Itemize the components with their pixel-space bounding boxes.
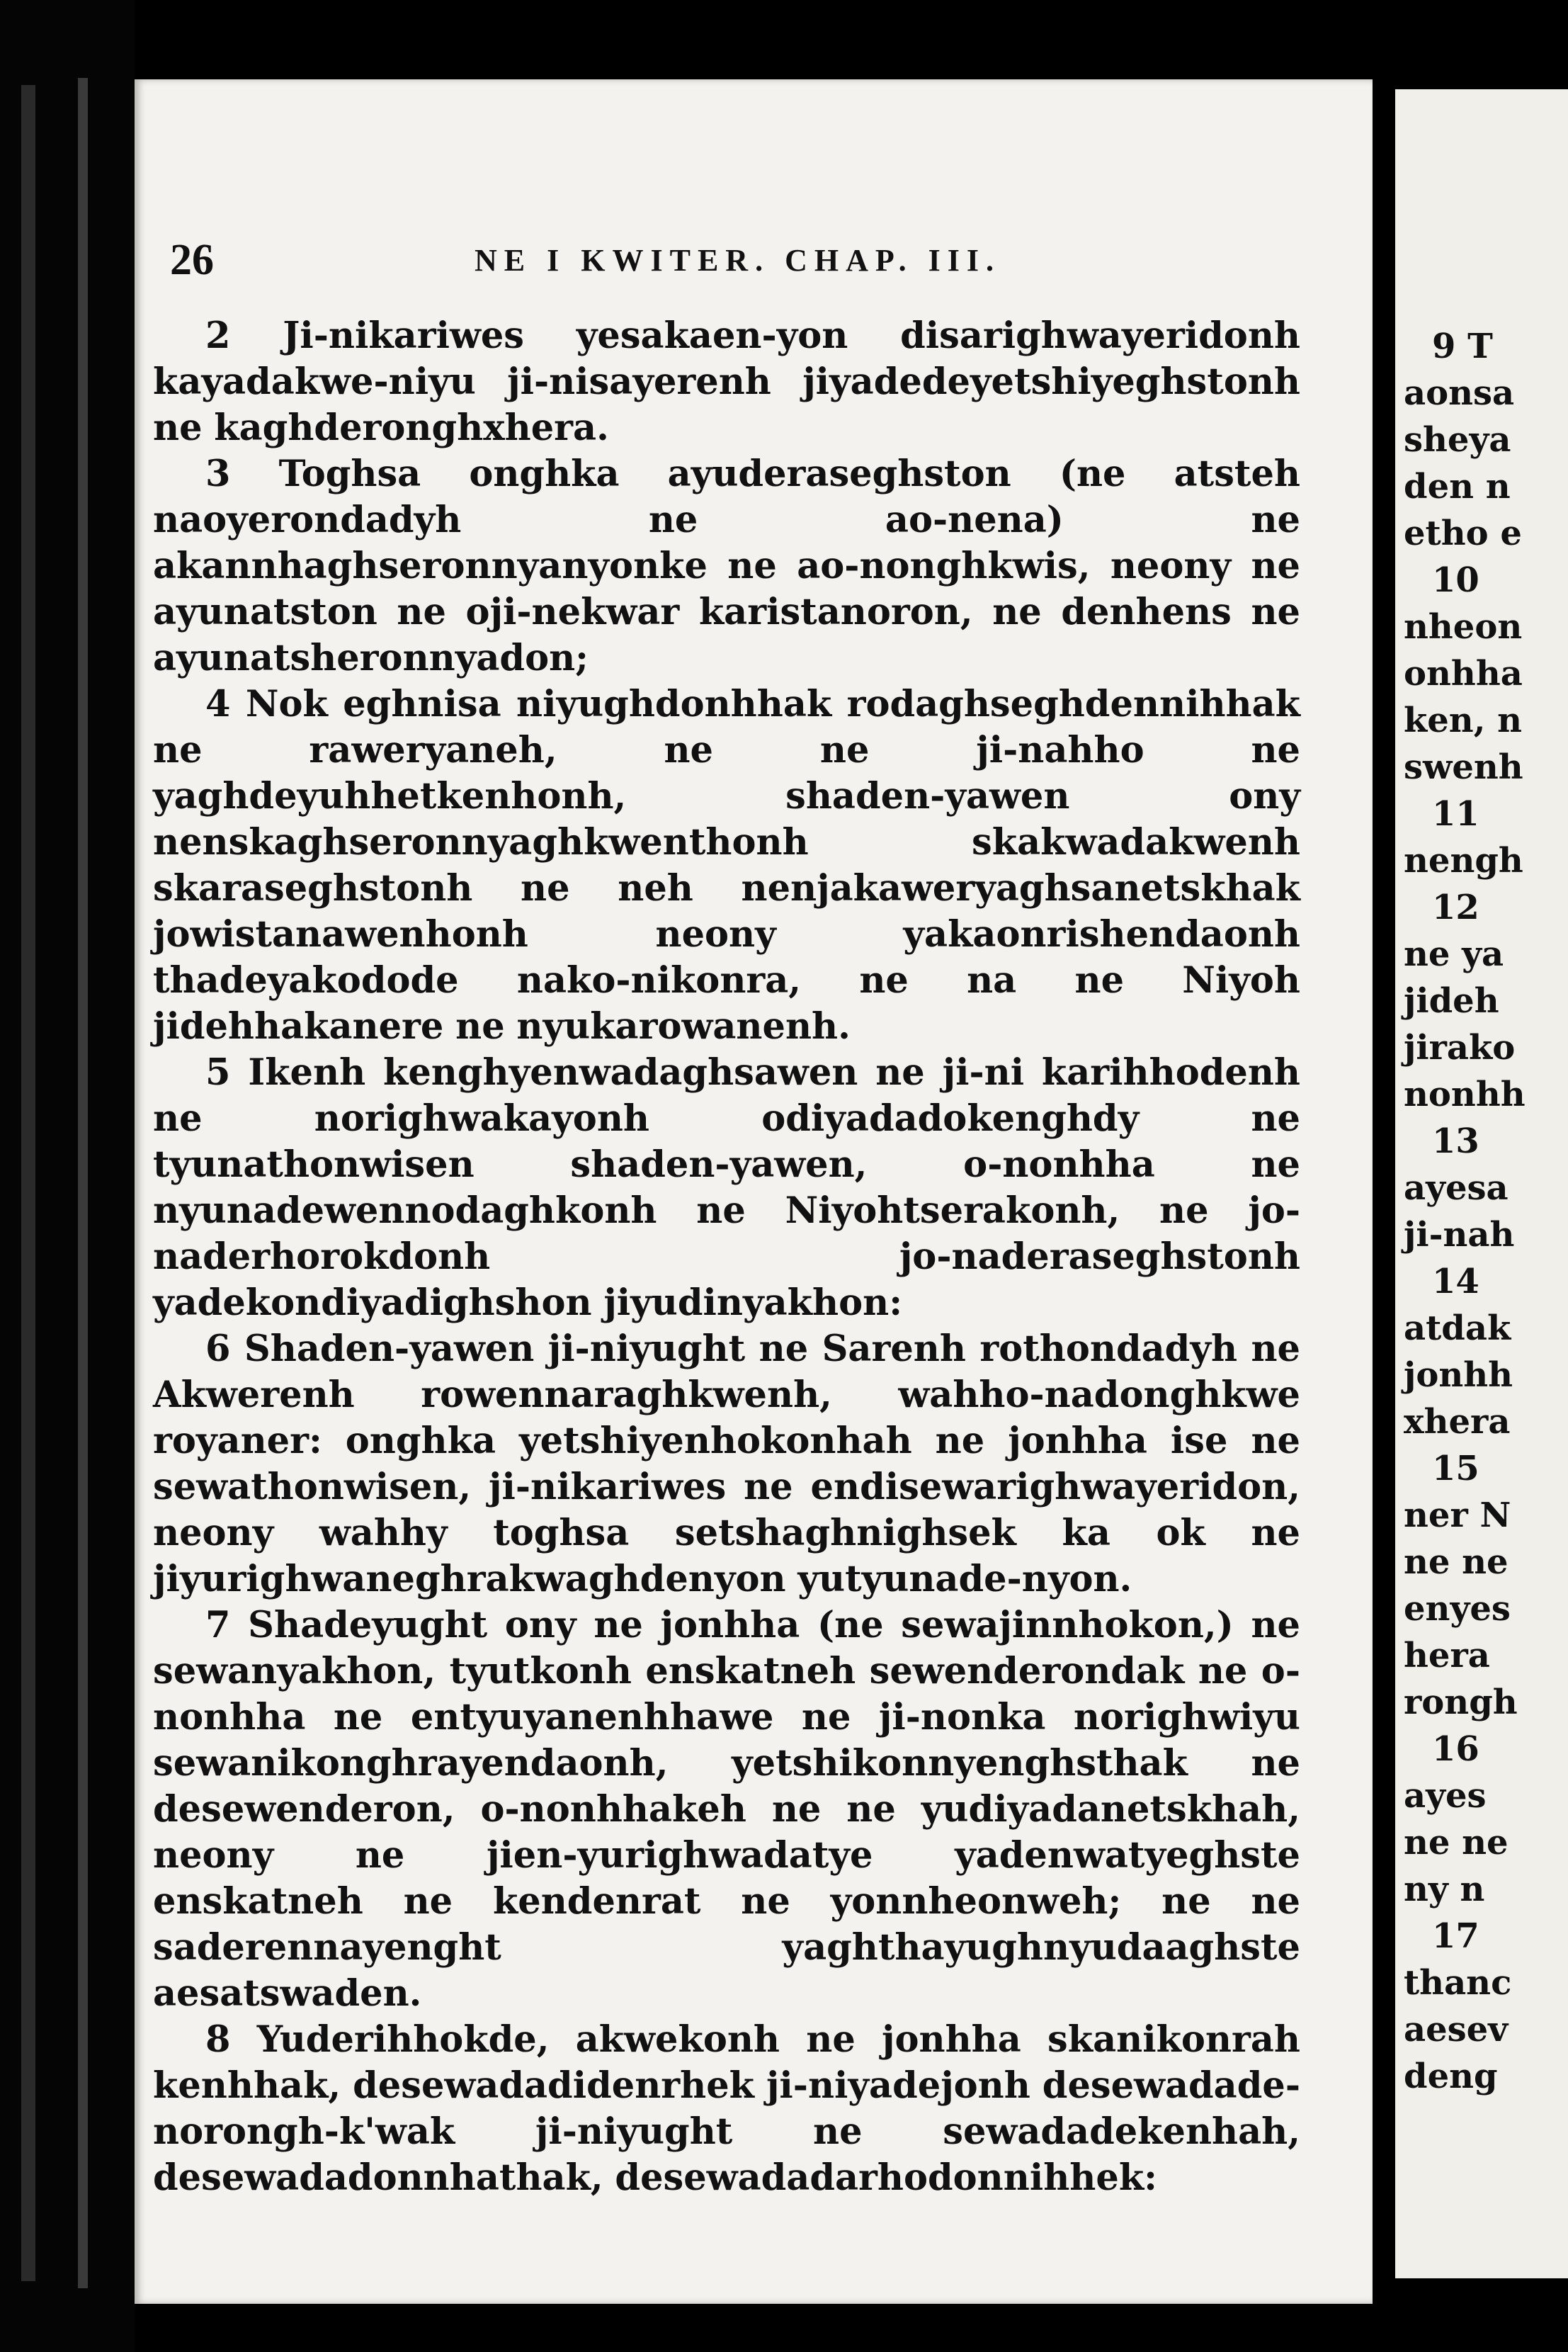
facing-page-line: 12 — [1432, 888, 1479, 927]
binding-stripe — [78, 78, 88, 2288]
facing-page-line: jonhh — [1404, 1355, 1513, 1395]
facing-page-line: 9 T — [1432, 327, 1493, 366]
facing-page-line: nonhh — [1404, 1075, 1526, 1114]
facing-page-line: ayes — [1404, 1776, 1487, 1816]
facing-page-line: ji-nah — [1404, 1215, 1515, 1255]
facing-page-line: aonsa — [1404, 373, 1515, 413]
verse-4: 4 Nok eghnisa niyughdonhhak rodaghseghdennihhak ne raweryaneh, ne ne ji-nahho ne yaghdeyuhhetkenhonh, shaden-yawen ony nenskaghseronnyaghkwenthonh skakwadakwenh skaraseghstonh ne neh nenjakaweryaghsanetskhak jowistanawenhonh neony yakaonrishendaonh thadeyakodode nako-nikonra, ne na ne Niyoh jidehhakanere ne nyukarowanenh. — [153, 683, 1300, 1048]
facing-page-line: 15 — [1432, 1449, 1479, 1488]
facing-page-line: hera — [1404, 1636, 1490, 1675]
facing-page-line: deng — [1404, 2057, 1498, 2096]
facing-page-line: jirako — [1404, 1028, 1516, 1068]
facing-page-line: jideh — [1404, 981, 1499, 1021]
facing-page-line: 10 — [1432, 560, 1479, 600]
facing-page-line: atdak — [1404, 1308, 1511, 1348]
verse-2: 2 Ji-nikariwes yesakaen-yon disarighwayeridonh kayadakwe-niyu ji-nisayerenh jiyadedeyetshiyeghstonh ne kaghderonghxhera. — [153, 315, 1300, 449]
binding-stripe — [21, 85, 35, 2281]
facing-page-line: ayesa — [1404, 1168, 1509, 1208]
facing-page-lines — [1404, 323, 1568, 2100]
facing-page-line: xhera — [1404, 1402, 1511, 1442]
facing-page-line: 13 — [1432, 1121, 1479, 1161]
facing-page-line: etho e — [1404, 514, 1522, 553]
facing-page-line: rongh — [1404, 1683, 1518, 1722]
facing-page-line: nengh — [1404, 841, 1523, 881]
running-head: NE I KWITER. CHAP. III. — [475, 243, 1001, 278]
facing-page-line: nheon — [1404, 607, 1523, 647]
facing-page-line: ner N — [1404, 1496, 1511, 1535]
verse-block — [153, 313, 1300, 2201]
verse-7: 7 Shadeyught ony ne jonhha (ne sewajinnhokon,) ne sewanyakhon, tyutkonh enskatneh sewenderondak ne o-nonhha ne entyuyanenhhawe ne ji-nonka norighwiyu sewanikonghrayendaonh, yetshikonnyenghsthak ne desewenderon, o-nonhhakeh ne ne yudiyadanetskhah, neony ne jien-yurighwadatye yadenwatyeghste enskatneh ne kendenrat ne yonnheonweh; ne ne saderennayenght yaghthayughnyudaaghste aesatswaden. — [153, 1604, 1300, 2015]
page-number: 26 — [170, 236, 214, 284]
facing-page-line: ne ne — [1404, 1823, 1509, 1862]
verse-5: 5 Ikenh kenghyenwadaghsawen ne ji-ni karihhodenh ne norighwakayonh odiyadadokenghdy ne tyunathonwisen shaden-yawen, o-nonhha ne nyunadewennodaghkonh ne Niyohtserakonh, ne jo-naderhorokdonh jo-naderaseghstonh yadekondiyadighshon jiyudinyakhon: — [153, 1051, 1300, 1324]
facing-page-line: ne ya — [1404, 934, 1504, 974]
verse-6: 6 Shaden-yawen ji-niyught ne Sarenh rothondadyh ne Akwerenh rowennaraghkwenh, wahho-nadonghkwe royaner: onghka yetshiyenhokonhah ne jonhha ise ne sewathonwisen, ji-nikariwes ne endisewarighwayeridon, neony wahhy toghsa setshaghnighsek ka ok ne jiyurighwaneghrakwaghdenyon yutyunade-nyon. — [153, 1328, 1300, 1600]
facing-page-line: ny n — [1404, 1870, 1485, 1909]
book-page — [135, 79, 1373, 2304]
facing-page-line: aesev — [1404, 2010, 1509, 2049]
verse-3: 3 Toghsa onghka ayuderaseghston (ne atsteh naoyerondadyh ne ao-nena) ne akannhaghseronnyanyonke ne ao-nonghkwis, neony ne ayunatston ne oji-nekwar karistanoron, ne denhens ne ayunatsheronnyadon; — [153, 453, 1300, 679]
facing-page-line: 11 — [1432, 794, 1479, 834]
page-header — [170, 235, 1169, 299]
facing-page — [1395, 89, 1568, 2278]
facing-page-line: den n — [1404, 467, 1511, 507]
facing-page-line: 16 — [1432, 1729, 1479, 1769]
verse-8: 8 Yuderihhokde, akwekonh ne jonhha skanikonrah kenhhak, desewadadidenrhek ji-niyadejonh desewadade-norongh-k'wak ji-niyught ne sewadadekenhah, desewadadonnhathak, desewadadarhodonnihhek: — [153, 2018, 1300, 2199]
facing-page-line: 14 — [1432, 1262, 1479, 1301]
facing-page-line: ne ne — [1404, 1542, 1509, 1582]
facing-page-line: enyes — [1404, 1589, 1511, 1629]
facing-page-line: 17 — [1432, 1916, 1479, 1956]
facing-page-line: thanc — [1404, 1963, 1512, 2003]
facing-page-line: onhha — [1404, 654, 1523, 694]
facing-page-line: swenh — [1404, 747, 1523, 787]
facing-page-line: ken, n — [1404, 701, 1523, 740]
facing-page-line: sheya — [1404, 420, 1511, 460]
binding-edge — [0, 0, 135, 2352]
